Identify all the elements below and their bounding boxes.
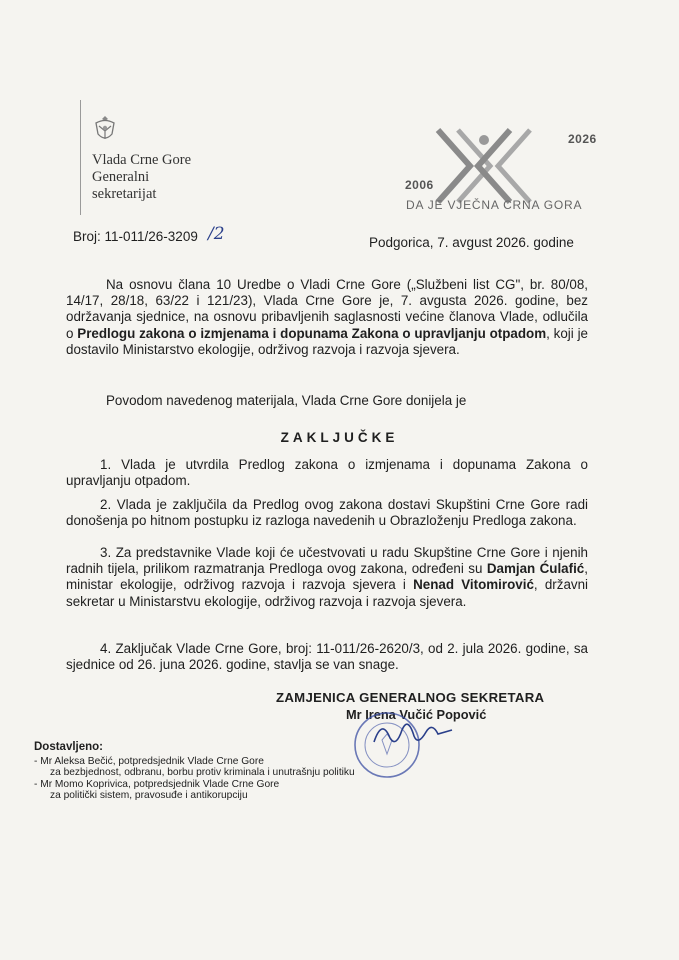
item3-text-a: 3. Za predstavnike Vlade koji će učestvovati u radu Skupštine Crne Gore i njenih radnih tijela, prilikom razmatranja Predloga ovog zakona, određeni su xyxy=(66,545,588,577)
reference-handwritten-suffix: /2 xyxy=(208,224,225,244)
signatory-title: ZAMJENICA GENERALNOG SEKRETARA xyxy=(276,690,545,705)
representative-name-1: Damjan Ćulafić xyxy=(486,561,585,577)
conclusion-item-1: 1. Vlada je utvrdila Predlog zakona o izmjenama i dopunama Zakona o upravljanju otpadom. xyxy=(66,457,588,489)
intro-law-title: Predlogu zakona o izmjenama i dopunama Zakona o upravljanju otpadom xyxy=(77,325,547,341)
representative-name-2: Nenad Vitomirović xyxy=(413,577,534,593)
decision-paragraph: Povodom navedenog materijala, Vlada Crne Gore donijela je xyxy=(106,393,467,408)
intro-text-a: Na osnovu člana 10 Uredbe o Vladi Crne Gore („Službeni list CG", br. 80/08, 14/17, 28/18, 63/22 i 121/23), Vlada Crne Gore je, 7. avgusta 2026. godine, bez održavanja sjednice, na osnovu pribavljenih saglasnosti većine članova Vlade, odlučila o xyxy=(66,277,588,341)
org-line-1: Vlada Crne Gore xyxy=(92,152,192,168)
logo-slogan: DA JE VJEČNA CRNA GORA xyxy=(406,198,583,212)
coat-of-arms-icon xyxy=(92,114,118,146)
list-item: za bezbjednost, odbranu, borbu protiv kriminala i unutrašnju politiku xyxy=(50,767,355,779)
list-item: - Mr Momo Koprivica, potpredsjednik Vlade Crne Gore xyxy=(34,778,280,790)
document-date: Podgorica, 7. avgust 2026. godine xyxy=(369,235,574,250)
organization-name xyxy=(92,152,191,203)
signatory-name: Mr Irena Vučić Popović xyxy=(346,707,487,722)
list-item: za politički sistem, pravosuđe i antikorupciju xyxy=(50,790,248,802)
distribution-heading: Dostavljeno: xyxy=(34,741,104,753)
intro-paragraph xyxy=(66,277,588,358)
conclusions-heading: ZAKLJUČKE xyxy=(280,430,399,445)
header-divider xyxy=(80,100,81,215)
item3-text-b: , ministar ekologije, održivog razvoja i razvoja sjevera i xyxy=(66,561,588,593)
conclusion-item-3 xyxy=(66,545,588,610)
org-line-2: Generalni xyxy=(92,169,150,185)
logo-year-right: 2026 xyxy=(568,132,597,146)
logo-year-left: 2006 xyxy=(405,178,434,192)
list-item: - Mr Aleksa Bečić, potpredsjednik Vlade Crne Gore xyxy=(34,756,264,767)
handwritten-signature-icon xyxy=(368,712,458,752)
item3-text-c: , državni sekretar u Ministarstvu ekologije, održivog razvoja i razvoja sjevera. xyxy=(66,577,589,609)
conclusion-item-2: 2. Vlada je zaključila da Predlog ovog zakona dostavi Skupštini Crne Gore radi donošenja po hitnom postupku iz razloga navedenih u Obrazloženju Predloga zakona. xyxy=(66,497,588,529)
org-line-3: sekretarijat xyxy=(92,186,157,202)
intro-text-b: , koji je dostavilo Ministarstvo ekologije, održivog razvoja i razvoja sjevera. xyxy=(66,325,588,357)
distribution-list xyxy=(34,756,355,802)
reference-number: Broj: 11-011/26-3209 xyxy=(73,229,198,244)
conclusion-item-4: 4. Zaključak Vlade Crne Gore, broj: 11-011/26-2620/3, od 2. jula 2026. godine, sa sjednice od 26. juna 2026. godine, stavlja se van snage. xyxy=(66,641,588,673)
